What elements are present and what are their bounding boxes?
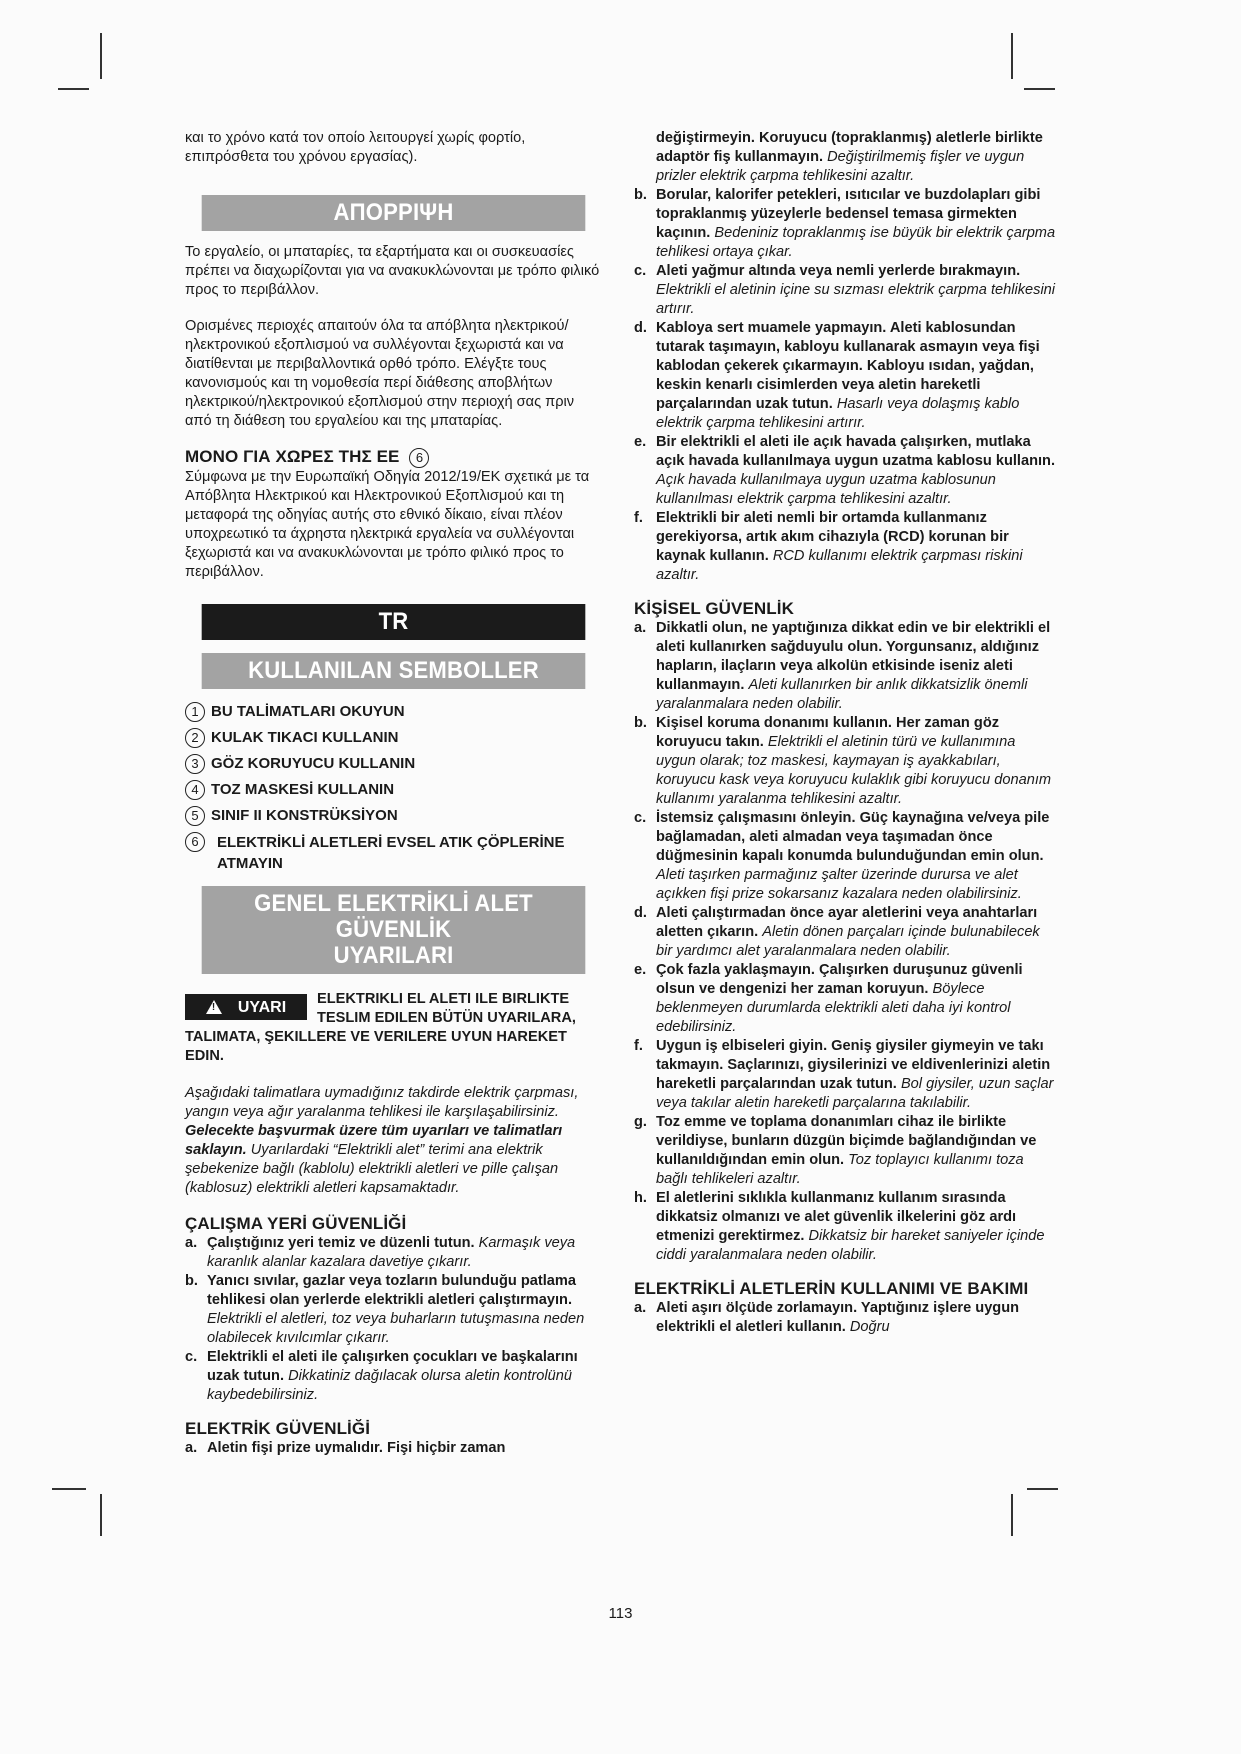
- item-marker: b.: [185, 1273, 198, 1289]
- item-text: [656, 1189, 1056, 1265]
- list-item: [185, 1439, 602, 1458]
- item-marker: f.: [634, 510, 643, 526]
- symbol-item: [185, 751, 602, 777]
- dispose-paragraph-2: Ορισμένες περιοχές απαιτούν όλα τα απόβλητα ηλεκτρικού/ηλεκτρονικού εξοπλισμού να συλλέγονται ξεχωριστά και να διατίθενται με περιβαλλοντικά ορθό τρόπο. Ελέγξτε τους κανονισμούς και τη νομοθεσία περί διάθεσης αποβλήτων ηλεκτρικού/ηλεκτρονικού εξοπλισμού στην περιοχή σας πριν από τη διάθεση του εργαλείου και της μπαταρίας.: [185, 318, 575, 429]
- item-text: [656, 433, 1056, 509]
- item-marker: d.: [634, 320, 647, 336]
- item-italic-text: Böylece beklenmeyen durumlarda elektrikli aleti daha iyi kontrol edebilirsiniz.: [656, 981, 1011, 1035]
- symbol-number-circle: 3: [185, 754, 205, 774]
- symbol-number-circle: 4: [185, 780, 205, 800]
- item-marker: d.: [634, 905, 647, 921]
- item-italic-text: Toz toplayıcı kullanımı toza bağlı tehlikeleri azaltır.: [656, 1152, 1024, 1187]
- item-bold-text: Borular, kalorifer petekleri, ısıtıcılar ve buzdolapları gibi topraklanmış yüzeylerle bedensel temasa girmekten kaçının.: [656, 187, 1041, 241]
- item-marker: h.: [634, 1190, 647, 1206]
- symbol-item: [185, 699, 602, 725]
- intro-text: και το χρόνο κατά τον οποίο λειτουργεί χωρίς φορτίο, επιπρόσθετα του χρόνου εργασίας).: [185, 130, 526, 165]
- item-bold-text: El aletlerini sıklıkla kullanmanız kullanım sırasında dikkatsiz olmanızı ve alet güvenlik ilkelerini göz ardı etmenizi gerektirmez.: [656, 1190, 1017, 1244]
- list-item: [634, 262, 1056, 319]
- item-italic-text: Aleti kullanırken bir anlık dikkatsizlik önemli yaralanmalara neden olabilir.: [656, 677, 1028, 712]
- symbol-list: [185, 699, 602, 874]
- item-bold-text: Dikkatli olun, ne yaptığınıza dikkat edin ve bir elektrikli el aleti kullanırken sağduyulu olun. Yorgunsanız, aldığınız hapların, ilaçların veya alkolün etkisinde iseniz aleti kullanmayın.: [656, 620, 1051, 693]
- crop-mark: [100, 33, 102, 79]
- right-column: [634, 129, 1056, 1337]
- italic-text-2: Uyarılardaki “Elektrikli alet” terimi ana elektrik şebekenize bağlı (kablolu) elektrikli aletleri ve pille çalışan (kablosuz) elektrikli aletleri kapsamaktadır.: [185, 1142, 559, 1196]
- crop-mark: [52, 1488, 86, 1490]
- crop-mark: [1027, 1488, 1058, 1490]
- item-bold-text: Elektrikli bir aleti nemli bir ortamda kullanmanız gerekiyorsa, artık akım cihazıyla (RCD) korunan bir kaynak kullanın.: [656, 510, 1009, 564]
- item-bold-text: Çalıştığınız yeri temiz ve düzenli tutun.: [207, 1235, 475, 1251]
- item-bold-text: Kişisel koruma donanımı kullanın. Her zaman göz koruyucu takın.: [656, 715, 1000, 750]
- work-area-list: [185, 1234, 602, 1405]
- item-italic-text: Aleti taşırken parmağınız şalter üzerinde durursa ve alet açıkken fişi prize sokarsanız kazalara neden olabilirsiniz.: [656, 867, 1022, 902]
- tool-use-heading: ELEKTRİKLİ ALETLERİN KULLANIMI VE BAKIMI: [634, 1279, 1029, 1298]
- crop-mark: [100, 1494, 102, 1536]
- item-italic-text: Dikkatsiz bir hareket saniyeler içinde ciddi yaralanmalara neden olabilir.: [656, 1228, 1045, 1263]
- item-text: [656, 262, 1056, 319]
- symbol-label: GÖZ KORUYUCU KULLANIN: [211, 755, 416, 772]
- list-item: [634, 809, 1056, 904]
- item-bold-text: Yanıcı sıvılar, gazlar veya tozların bulunduğu patlama tehlikesi olan yerlerde elektrikli aletleri çalıştırmayın.: [207, 1273, 577, 1308]
- symbol-label: BU TALİMATLARI OKUYUN: [211, 703, 405, 720]
- banner-dispose: ΑΠΟΡΡΙΨΗ: [202, 195, 586, 231]
- warning-label: UYARI: [237, 998, 287, 1016]
- item-italic-text: RCD kullanımı elektrik çarpması riskini azaltır.: [656, 548, 1023, 583]
- item-text: [656, 186, 1056, 262]
- crop-mark: [1011, 1494, 1013, 1536]
- crop-mark: [1011, 33, 1013, 79]
- item-bold-text: Bir elektrikli el aleti ile açık havada çalışırken, mutlaka açık havada kullanılmaya uygun uzatma kablosu kullanın.: [656, 434, 1056, 469]
- item-bold-text: Uygun iş elbiseleri giyin. Geniş giysiler giymeyin ve takı takmayın. Saçlarınızı, giysilerinizi ve eldivenlerinizi aletin hareketli parçalarından uzak tutun.: [656, 1038, 1051, 1092]
- item-marker: b.: [634, 187, 647, 203]
- item-text: [656, 904, 1056, 961]
- item-marker: a.: [185, 1235, 198, 1251]
- banner-symbols: KULLANILAN SEMBOLLER: [202, 653, 586, 689]
- left-column: [185, 129, 602, 1458]
- item-text: [656, 509, 1056, 585]
- list-item: [185, 1348, 602, 1405]
- item-italic-text: Bedeniniz topraklanmış ise büyük bir elektrik çarpma tehlikesi ortaya çıkar.: [656, 225, 1056, 260]
- warning-triangle-icon: !: [206, 1000, 222, 1014]
- list-item: [634, 619, 1056, 714]
- list-item: [634, 1037, 1056, 1113]
- symbol-label: ELEKTRİKLİ ALETLERİ EVSEL ATIK ÇÖPLERİNE ATMAYIN: [217, 834, 565, 872]
- crop-mark: [1024, 88, 1055, 90]
- item-italic-text: Elektrikli el aletleri, toz veya buharların tutuşmasına neden olabilecek kıvılcımlar çıkarır.: [207, 1311, 585, 1346]
- symbol-number-circle: 6: [185, 832, 205, 852]
- item-text: [656, 1113, 1056, 1189]
- symbol-item: [185, 829, 602, 874]
- item-marker: c.: [634, 810, 647, 826]
- list-item: [634, 1299, 1056, 1337]
- item-text: Aletin fişi prize uymalıdır. Fişi hiçbir zaman: [207, 1440, 506, 1456]
- item-marker: a.: [634, 620, 647, 636]
- item-text: Aleti aşırı ölçüde zorlamayın. Yaptığınız işlere uygun elektrikli el aletleri kullanın. Doğru: [656, 1300, 1020, 1335]
- eu-text: Σύμφωνα με την Ευρωπαϊκή Οδηγία 2012/19/ΕΚ σχετικά με τα Απόβλητα Ηλεκτρικού και Ηλεκτρονικού Εξοπλισμού και τη μεταφορά της οδηγίας αυτής στο εθνικό δίκαιο, είναι πλέον υποχρεωτικό τα άχρηστα ηλεκτρικά εργαλεία να συλλέγονται ξεχωριστά και να ανακυκλώνονται με τρόπο φιλικό προς το περιβάλλον.: [185, 469, 590, 580]
- item-italic-text: Elektrikli el aletinin türü ve kullanımına uygun olarak; toz maskesi, kaymayan iş ayakkabıları, koruyucu kask veya koruyucu kulaklık gibi koruyucu donanım kullanımı yaralanma tehlikesini azaltır.: [656, 734, 1052, 807]
- item-bold-text: Çok fazla yaklaşmayın. Çalışırken duruşunuz güvenli olsun ve dengenizi her zaman koruyun.: [656, 962, 1023, 997]
- item-text: [656, 1037, 1056, 1113]
- item-text: değiştirmeyin. Koruyucu (topraklanmış) aletlerle birlikte adaptör fiş kullanmayın. Değiştirilmemiş fişler ve uygun prizler elektrik çarpma tehlikesini azaltır.: [656, 130, 1043, 184]
- personal-safety-list: [634, 619, 1056, 1265]
- item-marker: c.: [634, 263, 647, 279]
- banner-general-line-1: GENEL ELEKTRİKLİ ALET GÜVENLİK: [254, 890, 533, 943]
- item-bold-text: Elektrikli el aleti ile çalışırken çocukları ve başkalarını uzak tutun.: [207, 1349, 578, 1384]
- symbol-label: TOZ MASKESİ KULLANIN: [211, 781, 395, 798]
- list-item: [634, 319, 1056, 433]
- item-bold-text: Aleti yağmur altında veya nemli yerlerde bırakmayın.: [656, 263, 1021, 279]
- work-area-heading: ÇALIŞMA YERİ GÜVENLİĞİ: [185, 1214, 407, 1233]
- item-italic-text: Hasarlı veya dolaşmış kablo elektrik çarpma tehlikesini artırır.: [656, 396, 1020, 431]
- banner-general-warnings: [202, 886, 586, 974]
- item-marker: a.: [185, 1440, 198, 1456]
- item-italic-text: Elektrikli el aletinin içine su sızması elektrik çarpma tehlikesini artırır.: [656, 282, 1056, 317]
- item-italic-text: Karmaşık veya karanlık alanlar kazalara davetiye çıkarır.: [207, 1235, 576, 1270]
- electrical-safety-list: [634, 186, 1056, 585]
- warning-block: [185, 990, 602, 1066]
- crop-mark: [58, 88, 89, 90]
- warning-badge: [185, 994, 307, 1020]
- item-bold-text: İstemsiz çalışmasını önleyin. Güç kaynağına ve/veya pile bağlamadan, aleti almadan veya taşımadan önce düğmesinin kapalı konumda bulunduğundan emin olun.: [656, 810, 1050, 864]
- list-item: [634, 714, 1056, 809]
- item-italic-text: Açık havada kullanılmaya uygun uzatma kablosunun kullanılması elektrik çarpma tehlikesini azaltır.: [656, 472, 996, 507]
- electrical-safety-heading: ELEKTRİK GÜVENLİĞİ: [185, 1419, 371, 1438]
- warning-italic-paragraph: [185, 1084, 602, 1198]
- item-text: [656, 961, 1056, 1037]
- symbol-item: [185, 803, 602, 829]
- italic-text-1: Aşağıdaki talimatlara uymadığınız takdirde elektrik çarpması, yangın veya ağır yaralanma tehlikesi ile karşılaşabilirsiniz.: [185, 1085, 579, 1120]
- list-item: [634, 904, 1056, 961]
- eu-symbol-circle: 6: [409, 448, 429, 468]
- item-text: [656, 619, 1056, 714]
- item-marker: c.: [185, 1349, 198, 1365]
- list-item: [185, 1272, 602, 1348]
- item-text: [656, 319, 1056, 433]
- page-number: 113: [608, 1605, 633, 1622]
- symbol-number-circle: 2: [185, 728, 205, 748]
- symbol-number-circle: 1: [185, 702, 205, 722]
- item-text: [207, 1234, 602, 1272]
- banner-general-line-2: UYARILARI: [333, 942, 454, 969]
- item-italic-text: Bol giysiler, uzun saçlar veya takılar aletin hareketli parçalarına takılabilir.: [656, 1076, 1054, 1111]
- item-bold-text: Kabloya sert muamele yapmayın. Aleti kablosundan tutarak taşımayın, kabloyu kullanarak asmayın veya fişi kablodan çekerek çıkarmayın. Kabloyu ısıdan, yağdan, keskin kenarlı cisimlerden veya aletin hareketli parçalarından uzak tutun.: [656, 320, 1040, 412]
- italic-text-bold: Gelecekte başvurmak üzere tüm uyarıları ve talimatları saklayın.: [185, 1123, 563, 1158]
- list-item: [634, 509, 1056, 585]
- item-marker: a.: [634, 1300, 647, 1316]
- personal-safety-heading: KİŞİSEL GÜVENLİK: [634, 599, 794, 618]
- item-bold-text: Aleti çalıştırmadan önce ayar aletlerini veya anahtarları aletten çıkarın.: [656, 905, 1038, 940]
- list-item: [634, 433, 1056, 509]
- item-text: [656, 714, 1056, 809]
- item-marker: g.: [634, 1114, 647, 1130]
- item-marker: b.: [634, 715, 647, 731]
- symbol-label: KULAK TIKACI KULLANIN: [211, 729, 399, 746]
- symbol-item: [185, 725, 602, 751]
- item-marker: e.: [634, 434, 647, 450]
- banner-tr: TR: [202, 604, 586, 640]
- item-text: [656, 809, 1056, 904]
- symbol-number-circle: 5: [185, 806, 205, 826]
- item-italic-text: Aletin dönen parçaları içinde bulunabilecek bir yardımcı alet yaralanmalara neden olabilir.: [656, 924, 1040, 959]
- item-text: [207, 1348, 602, 1405]
- list-item: [634, 186, 1056, 262]
- list-item: [185, 1234, 602, 1272]
- item-bold-text: Toz emme ve toplama donanımları cihaz ile birlikte verildiyse, bunların düzgün biçimde bağlandığından ve kullanıldığından emin olun.: [656, 1114, 1037, 1168]
- list-item: [634, 1189, 1056, 1265]
- dispose-paragraph-1: Το εργαλείο, οι μπαταρίες, τα εξαρτήματα και οι συσκευασίες πρέπει να διαχωρίζονται για να ανακυκλώνονται με τρόπο φιλικό προς το περιβάλλον.: [185, 244, 600, 298]
- list-item: [634, 961, 1056, 1037]
- eu-heading: [185, 447, 602, 468]
- list-item-continued: [634, 129, 1056, 186]
- item-marker: e.: [634, 962, 647, 978]
- warning-text: ELEKTRIKLI EL ALETI ILE BIRLIKTE TESLIM EDILEN BÜTÜN UYARILARA, TALIMATA, ŞEKILLERE VE VERILERE UYUN HAREKET EDIN.: [185, 991, 576, 1064]
- item-italic-text: Dikkatiniz dağılacak olursa aletin kontrolünü kaybedebilirsiniz.: [207, 1368, 573, 1403]
- symbol-label: SINIF II KONSTRÜKSİYON: [211, 807, 398, 824]
- symbol-item: [185, 777, 602, 803]
- eu-heading-text: ΜΟΝΟ ΓΙΑ ΧΩΡΕΣ ΤΗΣ ΕΕ: [185, 447, 400, 466]
- item-text: [207, 1272, 602, 1348]
- list-item: [634, 1113, 1056, 1189]
- item-marker: f.: [634, 1038, 643, 1054]
